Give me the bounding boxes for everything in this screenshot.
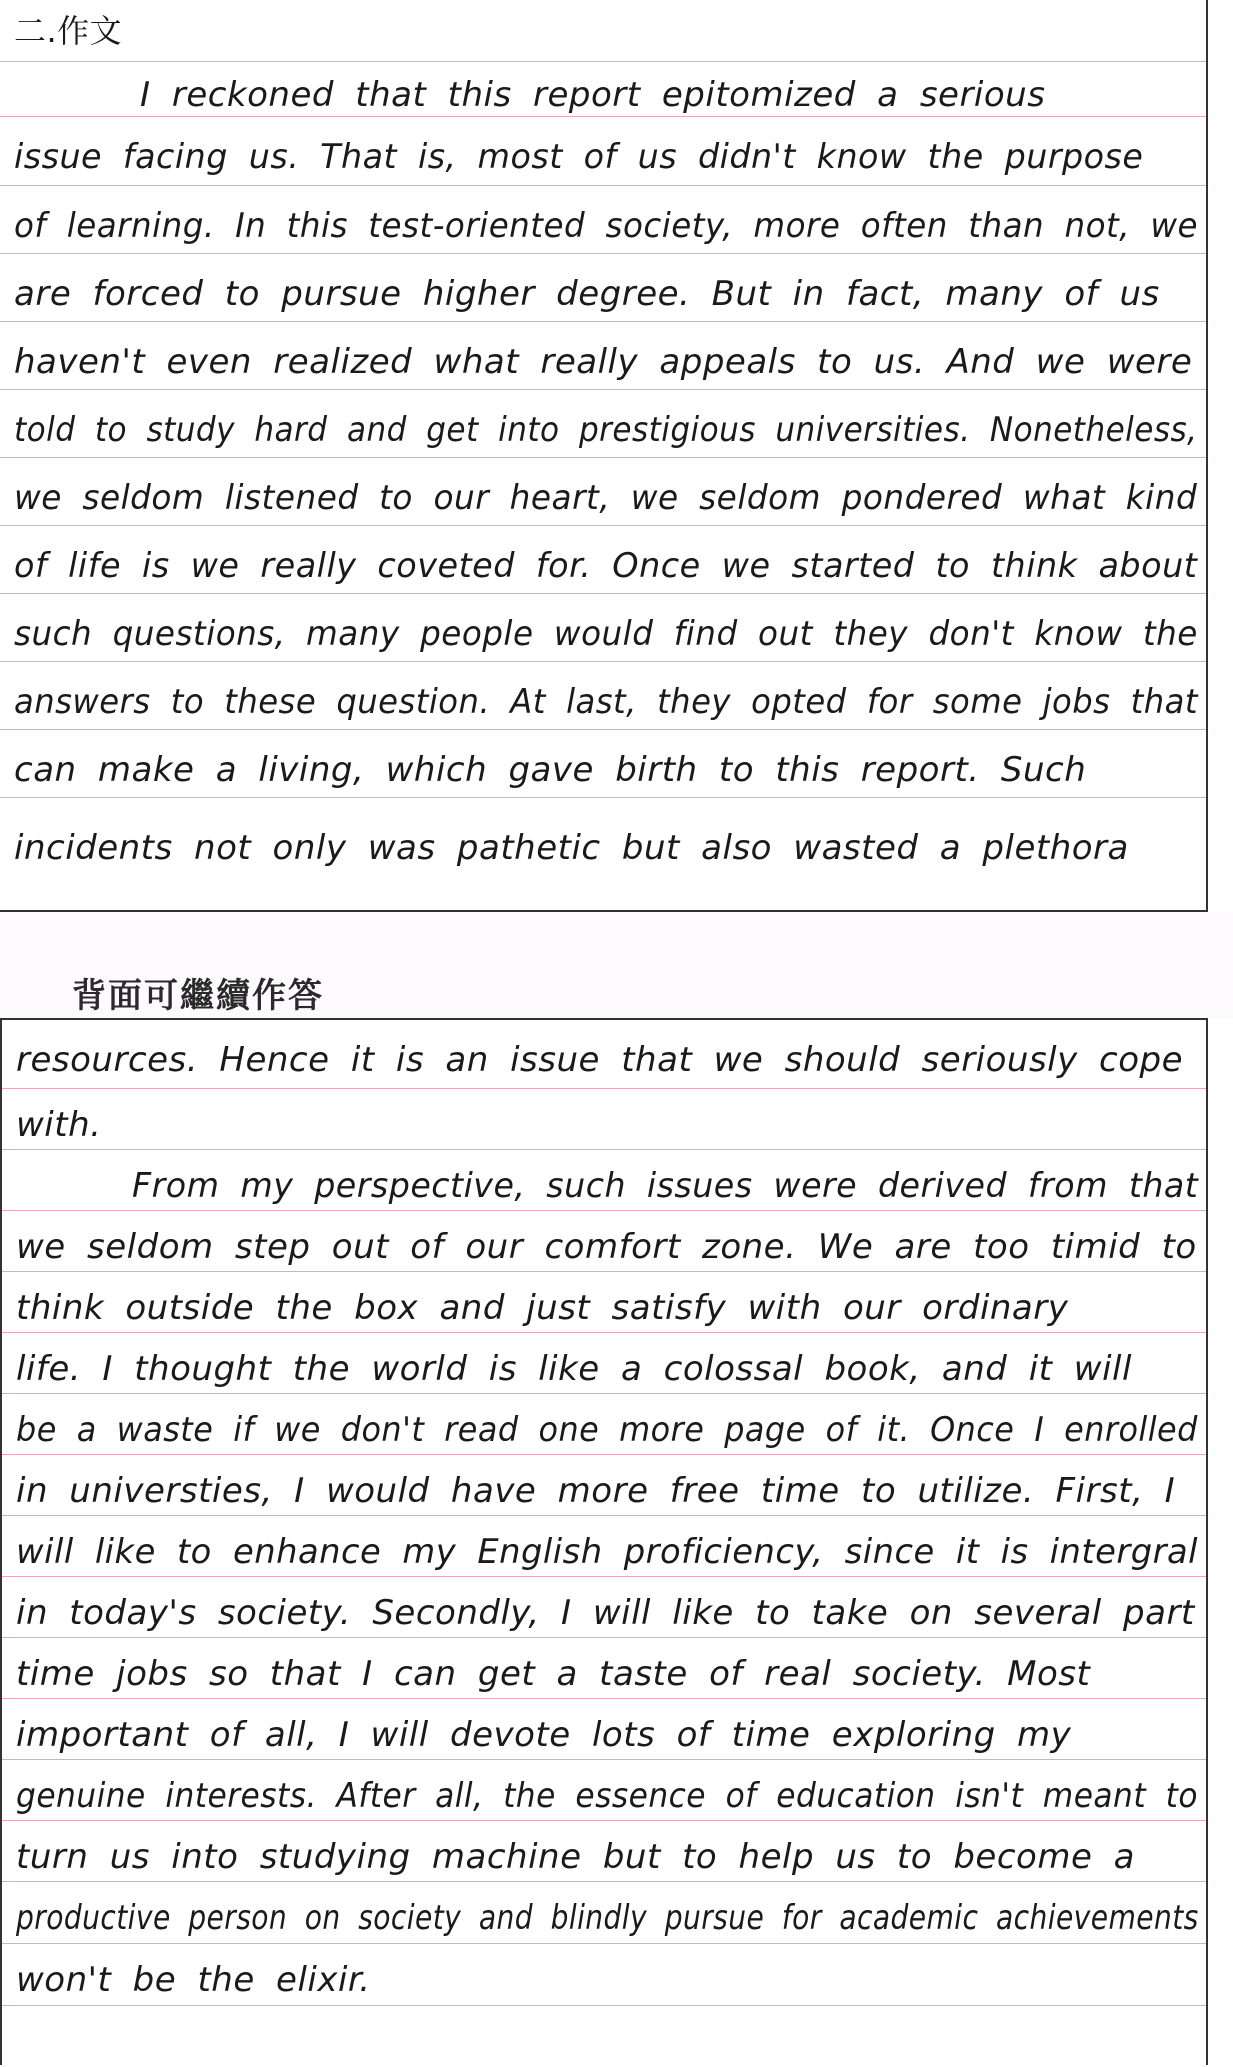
continue-on-back-label: 背面可繼續作答 <box>72 976 324 1016</box>
essay-line <box>0 662 1206 730</box>
essay-line-text: From my perspective, such issues were derived from that <box>132 1166 1199 1206</box>
essay-line <box>2 1333 1206 1394</box>
essay-line <box>0 254 1206 322</box>
essay-line-text: of learning. In this test-oriented society, more often than not, we <box>14 206 1199 246</box>
essay-line <box>2 1455 1206 1516</box>
essay-line <box>2 1394 1206 1455</box>
essay-line <box>2 1577 1206 1638</box>
essay-line <box>2 1089 1206 1150</box>
essay-line <box>2 1638 1206 1699</box>
essay-line-text: are forced to pursue higher degree. But in fact, many of us <box>14 274 1160 314</box>
essay-line <box>2 1150 1206 1211</box>
blank-line <box>2 2006 1206 2067</box>
section-title <box>0 0 1206 62</box>
essay-line <box>2 1211 1206 1272</box>
essay-line <box>0 62 1206 117</box>
essay-line-text: genuine interests. After all, the essence of education isn't meant to <box>16 1776 1198 1816</box>
essay-line <box>0 117 1206 186</box>
essay-line <box>0 594 1206 662</box>
essay-line-text: issue facing us. That is, most of us didn't know the purpose <box>14 137 1144 177</box>
essay-line <box>0 798 1206 910</box>
essay-line-text: will like to enhance my English proficiency, since it is intergral <box>16 1532 1199 1572</box>
essay-line-text: we seldom step out of our comfort zone. We are too timid to <box>16 1227 1197 1267</box>
essay-line-text: important of all, I will devote lots of time exploring my <box>16 1715 1072 1755</box>
essay-line-text: haven't even realized what really appeals to us. And we were <box>14 342 1193 382</box>
essay-line-text: be a waste if we don't read one more page of it. Once I enrolled <box>16 1410 1198 1450</box>
essay-line-text: with. <box>16 1105 102 1145</box>
essay-line-text: productive person on society and blindly pursue for academic achievements <box>16 1898 1199 1938</box>
essay-line-text: turn us into studying machine but to help us to become a <box>16 1837 1136 1877</box>
essay-line-text: won't be the elixir. <box>16 1960 371 2000</box>
answer-sheet-page-1 <box>0 0 1208 912</box>
section-title-text: 二.作文 <box>14 12 123 50</box>
essay-line-text: can make a living, which gave birth to this report. Such <box>14 750 1087 790</box>
essay-line-text: of life is we really coveted for. Once we started to think about <box>14 546 1198 586</box>
essay-line <box>2 1699 1206 1760</box>
essay-line-text: time jobs so that I can get a taste of real society. Most <box>16 1654 1091 1694</box>
essay-line <box>2 1516 1206 1577</box>
essay-line <box>0 526 1206 594</box>
answer-sheet-page-2 <box>0 1018 1208 2065</box>
essay-line-text: answers to these question. At last, they opted for some jobs that <box>14 682 1198 722</box>
essay-line <box>2 1882 1206 1944</box>
essay-line <box>2 1020 1206 1089</box>
essay-line <box>0 186 1206 254</box>
essay-line-text: in today's society. Secondly, I will like to take on several part <box>16 1593 1195 1633</box>
essay-line <box>0 730 1206 798</box>
essay-line-text: we seldom listened to our heart, we seldom pondered what kind <box>14 478 1198 518</box>
essay-line-text: life. I thought the world is like a colossal book, and it will <box>16 1349 1132 1389</box>
essay-line-text: in universties, I would have more free time to utilize. First, I <box>16 1471 1176 1511</box>
essay-line-text: think outside the box and just satisfy with our ordinary <box>16 1288 1069 1328</box>
essay-line-text: such questions, many people would find out they don't know the <box>14 614 1198 654</box>
essay-line <box>0 322 1206 390</box>
essay-line-text: resources. Hence it is an issue that we should seriously cope <box>16 1040 1184 1080</box>
essay-line <box>2 1944 1206 2006</box>
essay-line <box>2 1821 1206 1882</box>
essay-line-text: told to study hard and get into prestigious universities. Nonetheless, <box>14 410 1198 450</box>
essay-line <box>0 390 1206 458</box>
essay-line <box>2 1272 1206 1333</box>
essay-line <box>2 1760 1206 1821</box>
essay-line-text: incidents not only was pathetic but also wasted a plethora <box>14 828 1129 868</box>
essay-line-text: I reckoned that this report epitomized a serious <box>140 75 1046 115</box>
essay-line <box>0 458 1206 526</box>
